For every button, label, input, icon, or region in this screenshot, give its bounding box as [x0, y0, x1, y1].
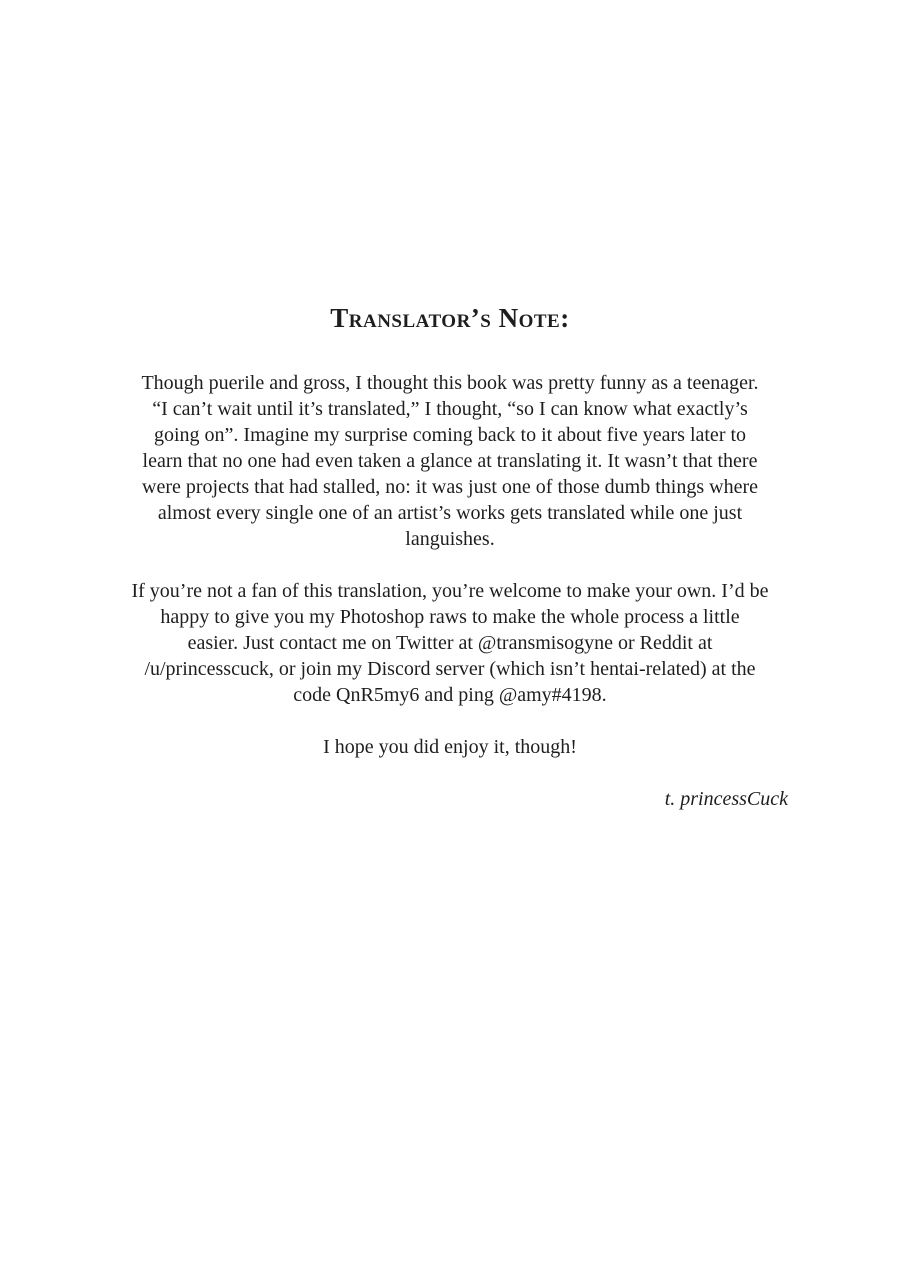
closing-line: I hope you did enjoy it, though!: [323, 736, 577, 758]
note-line: going on”. Imagine my surprise coming back to it about five years later to: [153, 424, 747, 446]
translator-note: [100, 303, 800, 811]
translator-note-paragraph-1: [100, 370, 800, 552]
note-line: were projects that had stalled, no: it was just one of those dumb things where: [142, 476, 758, 498]
translator-signature: t. princessCuck: [664, 788, 788, 810]
note-line: If you’re not a fan of this translation, you’re welcome to make your own. I’d be: [131, 580, 769, 602]
translator-note-paragraph-2: [100, 578, 800, 708]
page-title: Translator’s Note:: [330, 303, 570, 333]
note-line: /u/princesscuck, or join my Discord server (which isn’t hentai-related) at the: [144, 658, 756, 680]
note-line: code QnR5my6 and ping @amy#4198.: [293, 684, 607, 706]
note-line: easier. Just contact me on Twitter at @transmisogyne or Reddit at: [187, 632, 713, 654]
note-line: happy to give you my Photoshop raws to make the whole process a little: [160, 606, 740, 628]
note-line: “I can’t wait until it’s translated,” I thought, “so I can know what exactly’s: [152, 398, 748, 420]
note-line: languishes.: [405, 528, 495, 550]
note-line: Though puerile and gross, I thought this book was pretty funny as a teenager.: [141, 372, 759, 394]
note-line: almost every single one of an artist’s works gets translated while one just: [157, 502, 743, 524]
note-line: learn that no one had even taken a glance at translating it. It wasn’t that there: [142, 450, 758, 472]
